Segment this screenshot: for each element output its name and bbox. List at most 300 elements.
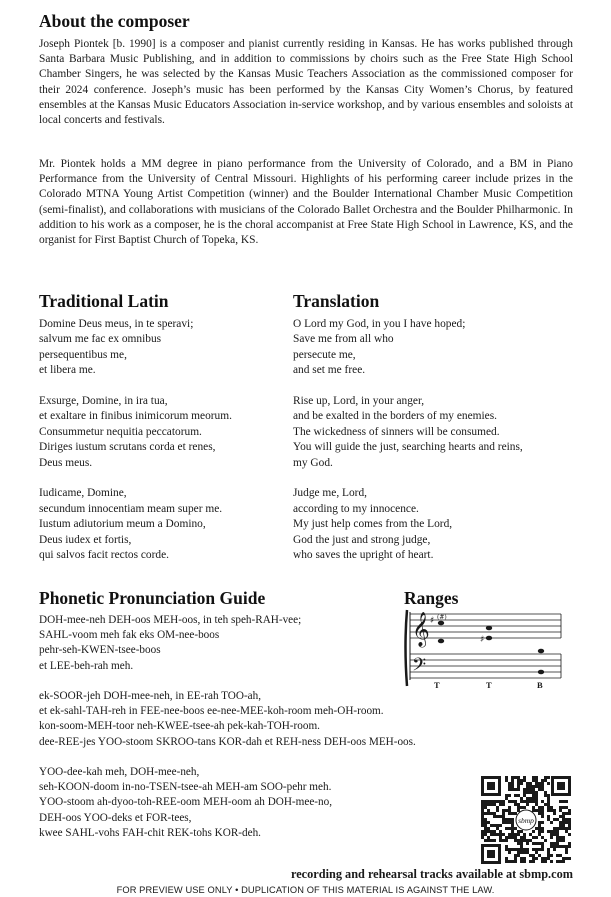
qr-module — [550, 845, 553, 848]
qr-module — [532, 794, 535, 797]
qr-module — [562, 824, 565, 827]
qr-module — [535, 851, 538, 854]
qr-module — [502, 815, 505, 818]
qr-module — [490, 833, 493, 836]
qr-module — [520, 839, 523, 842]
phonetic-line: DOH-mee-neh DEH-oos MEH-oos, in teh speh-RAH-vee; — [39, 614, 302, 626]
qr-module — [547, 782, 550, 785]
legal-notice: FOR PREVIEW USE ONLY • DUPLICATION OF THIS MATERIAL IS AGAINST THE LAW. — [116, 885, 495, 895]
qr-module — [514, 803, 517, 806]
qr-module — [520, 779, 523, 782]
qr-module — [532, 836, 535, 839]
qr-module — [565, 806, 568, 809]
qr-module — [550, 860, 553, 863]
qr-module — [520, 842, 523, 845]
qr-module — [505, 845, 508, 848]
qr-module — [556, 818, 559, 821]
phonetic-line: YOO-stoom ah-dyoo-toh-REE-oom MEH-oom ah DOH-mee-no, — [39, 796, 332, 809]
qr-module — [511, 824, 514, 827]
translation-line: and be exalted in the borders of my enemies. — [293, 410, 498, 423]
phonetic-line: ek-SOOR-jeh DOH-mee-neh, in EE-rah TOO-ah, — [39, 690, 262, 702]
qr-module — [484, 821, 487, 824]
note-head — [538, 649, 544, 654]
qr-module — [562, 821, 565, 824]
qr-module — [535, 842, 538, 845]
phonetic-line: kon-soom-MEH-toor neh-KWEE-tsee-ah pek-kah-TOH-room. — [39, 720, 320, 733]
qr-module — [535, 782, 538, 785]
qr-module — [481, 824, 484, 827]
latin-line: et libera me. — [39, 364, 96, 377]
qr-module — [532, 776, 535, 779]
qr-module — [523, 857, 526, 860]
qr-module — [538, 827, 541, 830]
phonetic-line: YOO-dee-kah meh, DOH-mee-neh, — [39, 766, 200, 778]
qr-module — [517, 839, 520, 842]
voice-label-tenor-1: T — [434, 680, 440, 690]
qr-module — [523, 848, 526, 851]
qr-module — [535, 803, 538, 806]
qr-module — [511, 848, 514, 851]
qr-module — [556, 839, 559, 842]
qr-module — [484, 812, 487, 815]
ranges-heading: Ranges — [404, 588, 459, 608]
qr-module — [514, 833, 517, 836]
qr-module — [505, 839, 508, 842]
qr-module — [496, 806, 499, 809]
qr-module — [550, 806, 553, 809]
qr-module — [565, 818, 568, 821]
qr-module — [493, 824, 496, 827]
qr-module — [511, 830, 514, 833]
translation-line: God the just and strong judge, — [293, 533, 431, 546]
qr-module — [559, 860, 562, 863]
qr-module — [481, 833, 484, 836]
translation-line: Save me from all who — [293, 333, 394, 346]
qr-module — [547, 794, 550, 797]
qr-module — [487, 836, 490, 839]
qr-module — [508, 827, 511, 830]
qr-module — [538, 848, 541, 851]
qr-module — [499, 815, 502, 818]
qr-module — [505, 857, 508, 860]
qr-module — [508, 806, 511, 809]
qr-module — [520, 797, 523, 800]
qr-module — [499, 839, 502, 842]
qr-module — [520, 830, 523, 833]
qr-module — [493, 815, 496, 818]
qr-module — [538, 842, 541, 845]
qr-module — [568, 809, 571, 812]
qr-module — [559, 809, 562, 812]
qr-module — [556, 845, 559, 848]
qr-module — [541, 857, 544, 860]
voice-label-bass: B — [537, 680, 543, 690]
qr-module — [502, 839, 505, 842]
qr-module — [568, 818, 571, 821]
qr-module — [562, 800, 565, 803]
qr-module — [538, 824, 541, 827]
qr-module — [523, 833, 526, 836]
qr-module — [505, 848, 508, 851]
qr-module — [514, 839, 517, 842]
qr-module — [544, 776, 547, 779]
qr-module — [541, 779, 544, 782]
qr-module — [493, 839, 496, 842]
latin-heading: Traditional Latin — [39, 291, 169, 311]
qr-module — [532, 848, 535, 851]
qr-module — [520, 800, 523, 803]
phonetic-line: kwee SAHL-vohs FAH-chit REK-tohs KOR-deh. — [39, 826, 261, 839]
qr-module — [568, 857, 571, 860]
about-paragraph-2: Mr. Piontek holds a MM degree in piano performance from the University of Colorado, and a BM in Piano Performance from the University of Central Missouri. Highlights of his performing career include prizes in the Colorado MTNA Young Artist Competition (winner) and the Boulder International Chamber Music Competition (semi-finalist), and collaborations with musicians of the Colorado Ballet Orchestra and the Boulder Philharmonic. In addition to his work as a composer, he is the choral accompanist at Free State High School in Lawrence, KS, and the organist for First Baptist Church of Topeka, KS. — [39, 158, 573, 247]
phonetic-stanza-2 — [39, 689, 416, 750]
qr-module — [568, 827, 571, 830]
qr-module — [553, 833, 556, 836]
qr-logo: sbmp — [518, 816, 534, 825]
qr-module — [562, 806, 565, 809]
qr-module — [535, 800, 538, 803]
qr-module — [496, 815, 499, 818]
qr-module — [541, 848, 544, 851]
qr-module — [508, 821, 511, 824]
phonetic-stanza-1 — [39, 613, 301, 674]
qr-module — [508, 848, 511, 851]
qr-module — [490, 839, 493, 842]
translation-stanza-3 — [293, 486, 523, 563]
qr-module — [547, 818, 550, 821]
note-head — [438, 621, 444, 626]
qr-module — [529, 797, 532, 800]
qr-module — [535, 827, 538, 830]
qr-module — [559, 854, 562, 857]
qr-module — [526, 800, 529, 803]
qr-module — [562, 827, 565, 830]
phonetic-line: DEH-oos YOO-deks et FOR-tees, — [39, 811, 192, 824]
note-head — [438, 639, 444, 644]
qr-module — [523, 851, 526, 854]
qr-module — [562, 818, 565, 821]
qr-module — [481, 830, 484, 833]
qr-module — [535, 779, 538, 782]
phonetic-line: et LEE-beh-rah meh. — [39, 659, 134, 672]
qr-code-icon[interactable] — [481, 776, 571, 864]
qr-module — [535, 776, 538, 779]
qr-module — [511, 788, 514, 791]
qr-module — [517, 806, 520, 809]
qr-module — [502, 812, 505, 815]
phonetic-line: seh-KOON-doom in-no-TSEN-tsee-ah MEH-am SOO-pehr meh. — [39, 781, 332, 794]
qr-module — [505, 794, 508, 797]
qr-module — [505, 860, 508, 863]
qr-module — [481, 836, 484, 839]
qr-module — [526, 851, 529, 854]
qr-module — [547, 809, 550, 812]
note-head — [538, 670, 544, 675]
qr-module — [553, 827, 556, 830]
qr-module — [532, 800, 535, 803]
qr-module — [541, 800, 544, 803]
qr-module — [568, 845, 571, 848]
qr-module — [514, 836, 517, 839]
qr-module — [502, 818, 505, 821]
qr-module — [565, 830, 568, 833]
qr-module — [490, 830, 493, 833]
qr-module — [508, 818, 511, 821]
optional-sharp-mark: (#) — [437, 614, 447, 621]
latin-text — [39, 317, 232, 579]
qr-module — [517, 809, 520, 812]
qr-module — [520, 845, 523, 848]
latin-line: Diriges iustum scrutans corda et renes, — [39, 441, 216, 454]
qr-module — [505, 809, 508, 812]
qr-module — [499, 836, 502, 839]
qr-module — [505, 776, 508, 779]
qr-module — [544, 803, 547, 806]
qr-module — [499, 800, 502, 803]
qr-module — [505, 818, 508, 821]
qr-module — [496, 809, 499, 812]
qr-module — [568, 842, 571, 845]
qr-module — [487, 839, 490, 842]
qr-module — [508, 851, 511, 854]
qr-module — [562, 812, 565, 815]
qr-module — [538, 854, 541, 857]
qr-module — [547, 848, 550, 851]
qr-module — [487, 800, 490, 803]
qr-module — [559, 800, 562, 803]
qr-module — [535, 836, 538, 839]
latin-line: Exsurge, Domine, in ira tua, — [39, 395, 168, 408]
qr-module — [496, 824, 499, 827]
qr-module — [541, 821, 544, 824]
qr-module — [523, 794, 526, 797]
translation-heading: Translation — [293, 291, 380, 311]
qr-module — [559, 821, 562, 824]
qr-module — [565, 821, 568, 824]
qr-module — [538, 812, 541, 815]
qr-module — [517, 782, 520, 785]
phonetic-line: et ek-sahl-TAH-reh in FEE-nee-boos ee-nee-MEE-koh-room meh-OH-room. — [39, 705, 384, 718]
qr-module — [550, 854, 553, 857]
qr-module — [514, 857, 517, 860]
qr-module — [523, 800, 526, 803]
qr-module — [493, 800, 496, 803]
qr-module — [526, 848, 529, 851]
qr-module — [529, 791, 532, 794]
qr-module — [508, 812, 511, 815]
latin-stanza-3 — [39, 486, 232, 563]
qr-module — [553, 818, 556, 821]
qr-module — [532, 797, 535, 800]
qr-module — [559, 836, 562, 839]
qr-module — [508, 860, 511, 863]
qr-module — [523, 788, 526, 791]
qr-module — [535, 794, 538, 797]
qr-module — [568, 833, 571, 836]
qr-module — [529, 833, 532, 836]
qr-module — [502, 809, 505, 812]
qr-module — [481, 818, 484, 821]
qr-module — [517, 842, 520, 845]
qr-module — [532, 791, 535, 794]
qr-module — [547, 800, 550, 803]
translation-line: who saves the upright of heart. — [293, 549, 434, 562]
qr-module — [514, 854, 517, 857]
about-heading: About the composer — [39, 11, 190, 31]
translation-line: O Lord my God, in you I have hoped; — [293, 318, 466, 330]
treble-clef-icon: 𝄞 — [412, 612, 430, 647]
qr-module — [502, 833, 505, 836]
qr-module — [553, 842, 556, 845]
qr-module — [541, 785, 544, 788]
qr-module — [562, 839, 565, 842]
qr-module — [526, 785, 529, 788]
translation-line: and set me free. — [293, 364, 366, 377]
qr-module — [517, 854, 520, 857]
qr-module — [490, 824, 493, 827]
qr-module — [562, 836, 565, 839]
qr-module — [562, 845, 565, 848]
phonetic-heading: Phonetic Pronunciation Guide — [39, 588, 266, 608]
qr-module — [481, 809, 484, 812]
qr-module — [481, 803, 484, 806]
qr-module — [505, 779, 508, 782]
qr-module — [553, 830, 556, 833]
qr-module — [526, 788, 529, 791]
qr-module — [541, 812, 544, 815]
qr-module — [541, 842, 544, 845]
qr-module — [535, 857, 538, 860]
qr-module — [565, 857, 568, 860]
qr-module — [541, 809, 544, 812]
qr-module — [484, 800, 487, 803]
qr-module — [493, 803, 496, 806]
qr-module — [544, 857, 547, 860]
qr-module — [484, 830, 487, 833]
qr-module — [502, 800, 505, 803]
qr-module — [541, 782, 544, 785]
qr-module — [538, 833, 541, 836]
qr-module — [511, 785, 514, 788]
phonetic-line: pehr-seh-KWEN-tsee-boos — [39, 644, 161, 657]
qr-module — [499, 830, 502, 833]
qr-module — [517, 848, 520, 851]
latin-line: Consummetur nequitia peccatorum. — [39, 425, 202, 438]
qr-module — [517, 785, 520, 788]
qr-module — [505, 827, 508, 830]
qr-module — [523, 839, 526, 842]
qr-module — [538, 806, 541, 809]
qr-module — [523, 776, 526, 779]
qr-module — [535, 848, 538, 851]
qr-module — [517, 779, 520, 782]
qr-module — [481, 815, 484, 818]
qr-module — [541, 815, 544, 818]
qr-module — [514, 776, 517, 779]
qr-module — [514, 827, 517, 830]
qr-module — [553, 812, 556, 815]
qr-module — [532, 842, 535, 845]
latin-line: Iustum adiutorium meum a Domino, — [39, 518, 206, 531]
latin-line: Deus iudex et fortis, — [39, 533, 132, 546]
qr-module — [568, 812, 571, 815]
qr-module — [544, 839, 547, 842]
qr-module — [529, 788, 532, 791]
qr-module — [517, 851, 520, 854]
translation-line: according to my innocence. — [293, 502, 419, 515]
qr-module — [559, 824, 562, 827]
ranges-staff — [403, 606, 573, 692]
qr-module — [544, 860, 547, 863]
qr-module — [556, 833, 559, 836]
phonetic-line: dee-REE-jes YOO-stoom SKROO-tans KOR-dah et REH-ness DEH-oos MEH-oos. — [39, 735, 416, 748]
qr-module — [544, 779, 547, 782]
qr-module — [502, 803, 505, 806]
qr-module — [526, 839, 529, 842]
qr-module — [484, 824, 487, 827]
qr-module — [493, 812, 496, 815]
latin-line: persequentibus me, — [39, 348, 127, 361]
qr-module — [517, 794, 520, 797]
translation-line: The wickedness of sinners will be consumed. — [293, 425, 500, 438]
qr-module — [559, 839, 562, 842]
latin-line: Domine Deus meus, in te speravi; — [39, 318, 194, 330]
qr-module — [547, 857, 550, 860]
qr-module — [529, 860, 532, 863]
qr-module — [550, 842, 553, 845]
qr-module — [481, 812, 484, 815]
qr-module — [532, 806, 535, 809]
qr-module — [499, 824, 502, 827]
note-head — [486, 636, 492, 641]
qr-module — [553, 848, 556, 851]
qr-module — [490, 800, 493, 803]
latin-line: secundum innocentiam meam super me. — [39, 502, 223, 515]
qr-module — [520, 782, 523, 785]
qr-module — [565, 827, 568, 830]
qr-module — [544, 794, 547, 797]
qr-module — [532, 830, 535, 833]
latin-line: et exaltare in finibus inimicorum meorum. — [39, 410, 232, 423]
qr-module — [520, 857, 523, 860]
qr-module — [556, 842, 559, 845]
qr-module — [541, 806, 544, 809]
qr-module — [526, 797, 529, 800]
qr-module — [484, 818, 487, 821]
qr-module — [508, 833, 511, 836]
qr-module — [550, 833, 553, 836]
qr-module — [505, 797, 508, 800]
qr-module — [520, 851, 523, 854]
qr-module — [556, 860, 559, 863]
qr-module — [532, 809, 535, 812]
translation-line: Rise up, Lord, in your anger, — [293, 395, 425, 408]
qr-module — [541, 827, 544, 830]
qr-module — [529, 854, 532, 857]
qr-module — [496, 827, 499, 830]
qr-module — [562, 857, 565, 860]
translation-line: My just help comes from the Lord, — [293, 518, 453, 531]
qr-module — [481, 806, 484, 809]
qr-module — [559, 806, 562, 809]
qr-module — [520, 860, 523, 863]
latin-line: qui salvos facit rectos corde. — [39, 549, 169, 562]
qr-module — [517, 833, 520, 836]
translation-line: You will guide the just, searching hearts and reins, — [293, 441, 523, 454]
qr-module — [505, 836, 508, 839]
qr-module — [535, 809, 538, 812]
qr-module — [541, 845, 544, 848]
